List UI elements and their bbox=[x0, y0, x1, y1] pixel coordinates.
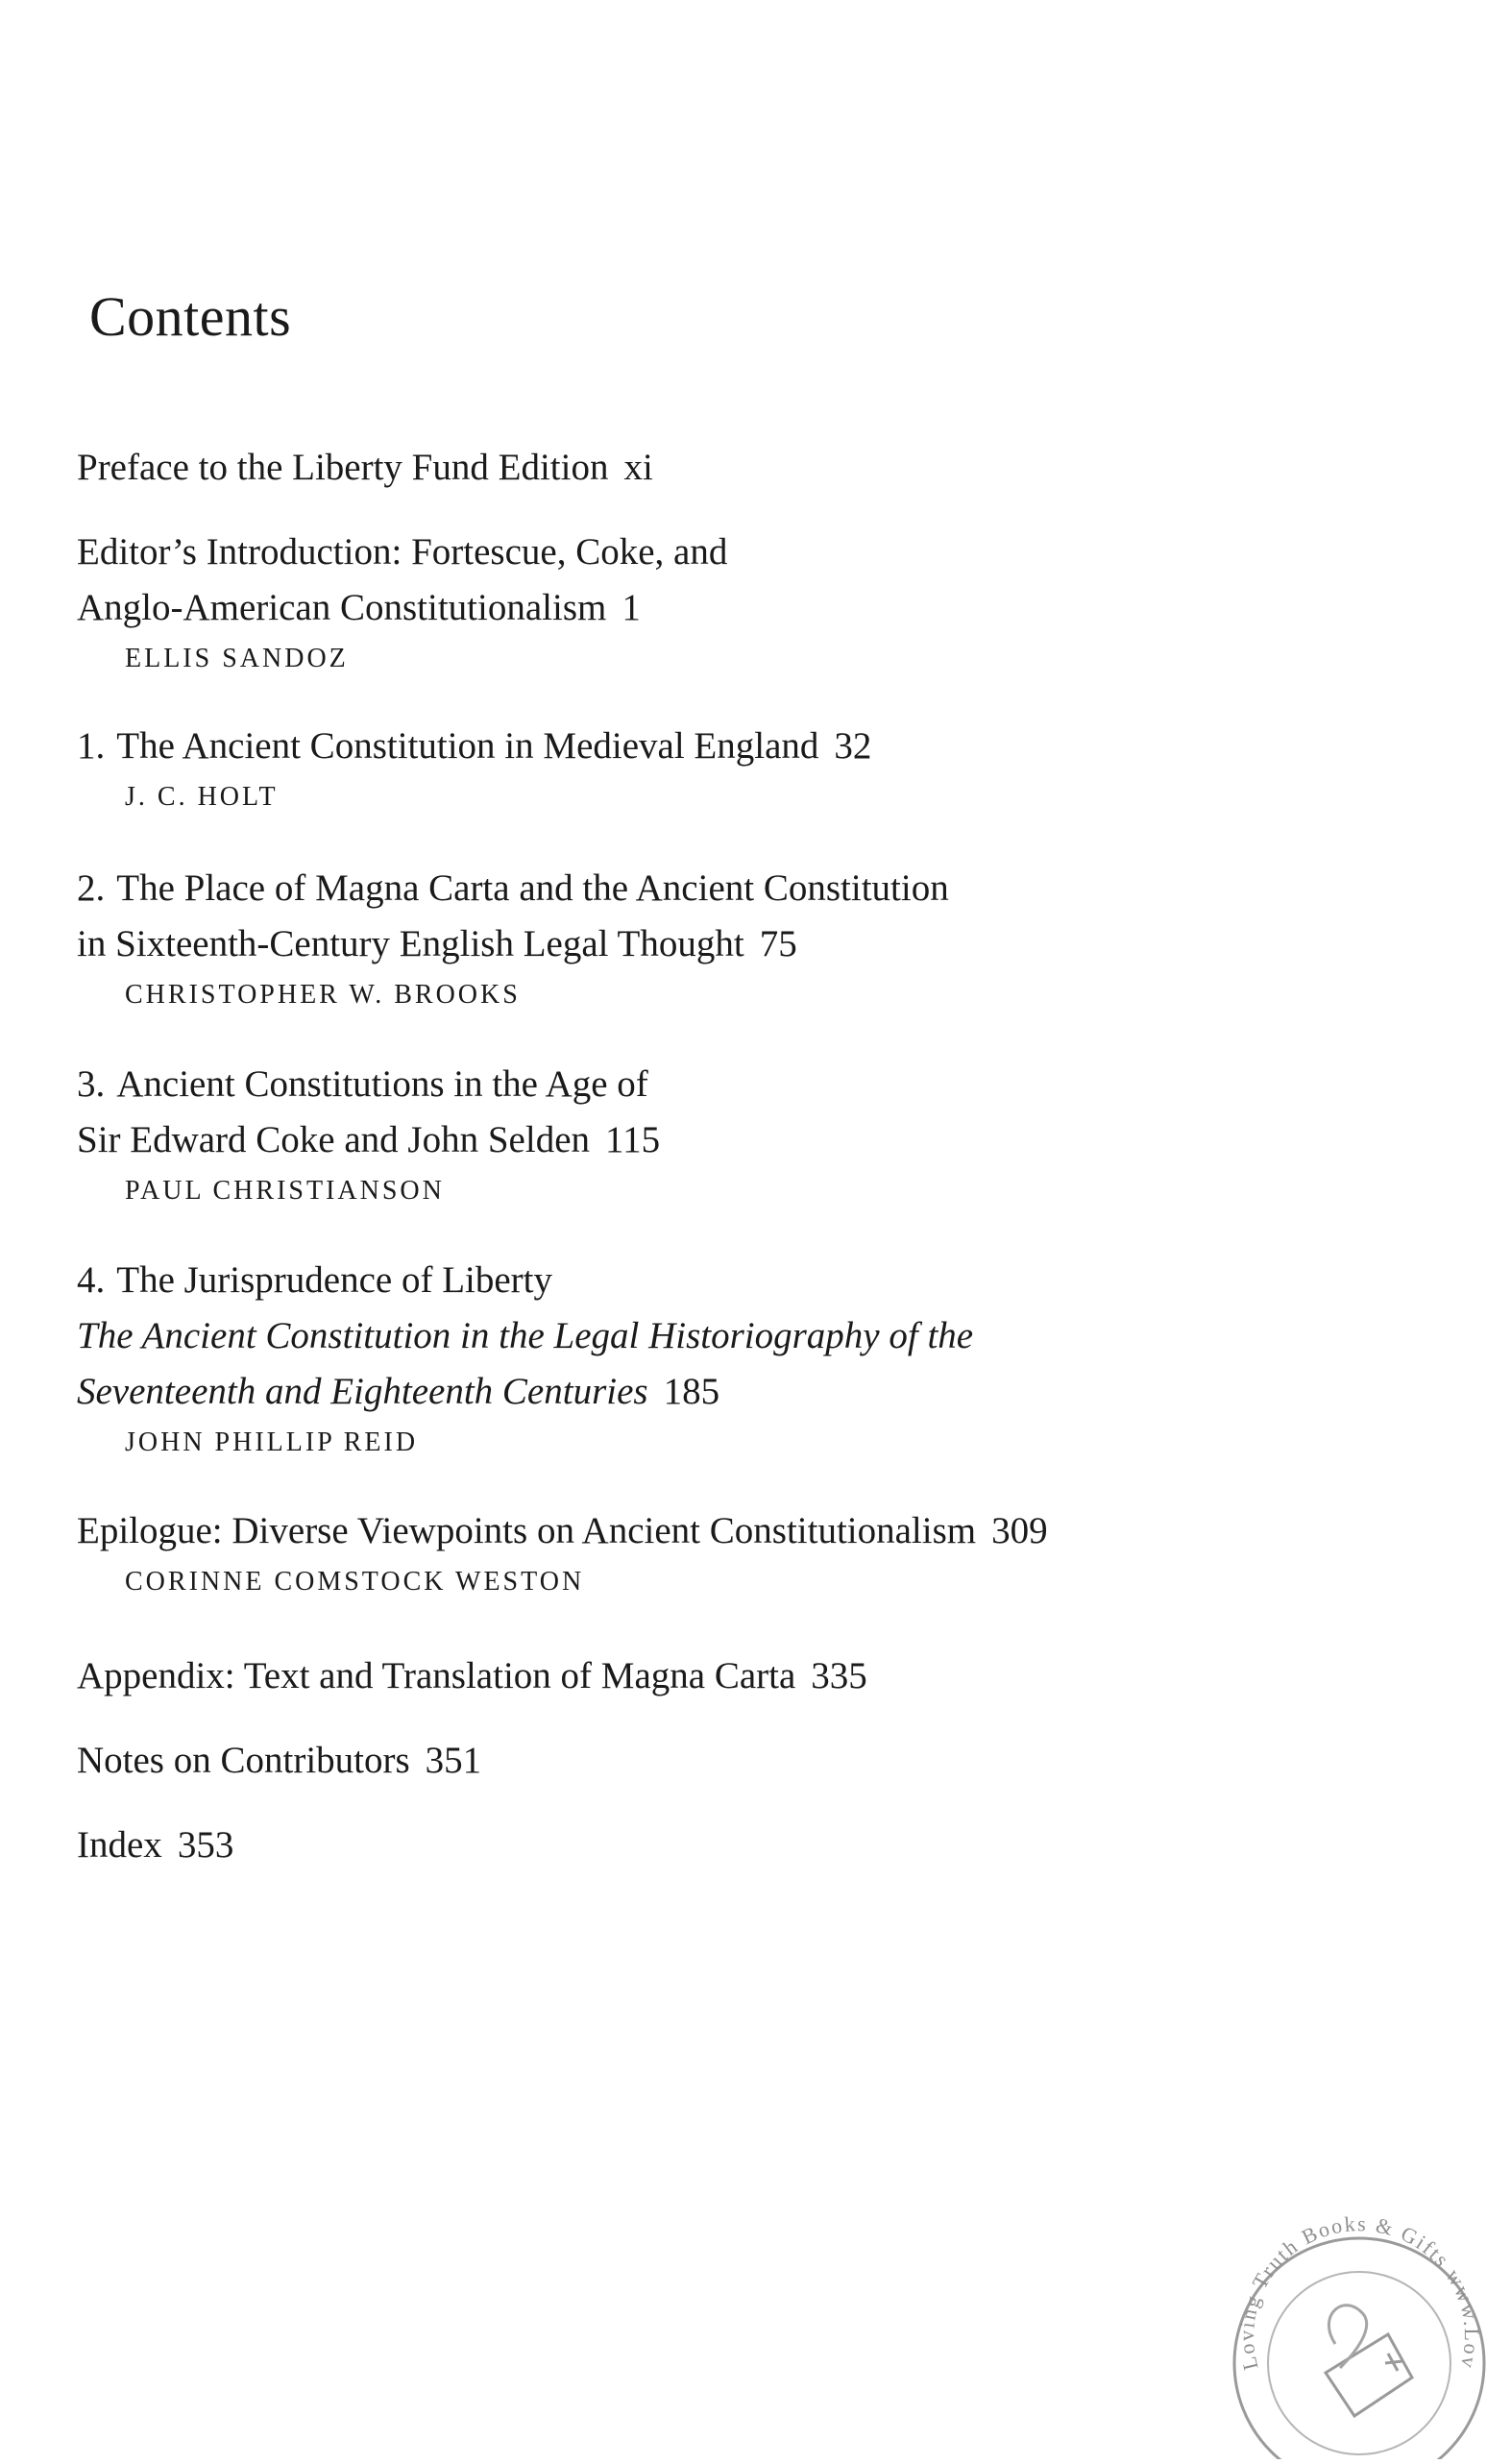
toc-entry-title bbox=[77, 861, 1354, 916]
toc-entry-chapter-1 bbox=[77, 719, 1354, 817]
toc-entry-title bbox=[77, 1112, 1354, 1168]
toc-entry-title bbox=[77, 916, 1354, 972]
page-number: 353 bbox=[177, 1824, 234, 1866]
svg-text:Loving Truth Books & Gifts www: Loving Truth Books & Gifts www.Lov bbox=[1233, 2211, 1485, 2373]
toc-entry-title bbox=[77, 1818, 1354, 1873]
page-number: 32 bbox=[834, 725, 872, 767]
entry-title-line: Epilogue: Diverse Viewpoints on Ancient Constitutionalism bbox=[77, 1510, 977, 1551]
entry-title-line: Ancient Constitutions in the Age of bbox=[116, 1063, 648, 1105]
toc-entry-appendix bbox=[77, 1648, 1354, 1704]
chapter-number: 4. bbox=[77, 1259, 106, 1301]
page-number: 1 bbox=[621, 587, 641, 628]
toc-entry-title bbox=[77, 1503, 1354, 1559]
toc-entry-title bbox=[77, 1648, 1354, 1704]
entry-subtitle-line: Seventeenth and Eighteenth Centuries bbox=[77, 1371, 648, 1412]
entry-title-line: The Place of Magna Carta and the Ancient Constitution bbox=[116, 867, 949, 909]
entry-title-line: Preface to the Liberty Fund Edition bbox=[77, 447, 609, 488]
entry-title-line: Notes on Contributors bbox=[77, 1740, 410, 1781]
page-title: Contents bbox=[89, 284, 292, 348]
toc-entry-preface bbox=[77, 440, 1354, 496]
author-name: PAUL CHRISTIANSON bbox=[125, 1176, 445, 1206]
chapter-number: 3. bbox=[77, 1063, 106, 1105]
toc-entry-title bbox=[77, 1364, 1354, 1420]
author-name: J. C. HOLT bbox=[125, 782, 279, 812]
page-number: 335 bbox=[811, 1655, 867, 1696]
page-number: 75 bbox=[759, 923, 797, 964]
seal-icon bbox=[1220, 2200, 1499, 2459]
entry-title-line: Index bbox=[77, 1824, 162, 1866]
page-number: 309 bbox=[991, 1510, 1048, 1551]
chapter-number: 2. bbox=[77, 867, 106, 909]
toc-entry-introduction bbox=[77, 525, 1354, 678]
page-number: xi bbox=[623, 447, 653, 488]
toc-entry-index bbox=[77, 1818, 1354, 1873]
entry-subtitle-line: The Ancient Constitution in the Legal Historiography of the bbox=[77, 1315, 974, 1356]
bookseller-seal bbox=[1220, 2200, 1499, 2459]
entry-title-line: The Ancient Constitution in Medieval England bbox=[116, 725, 819, 767]
page-number: 351 bbox=[425, 1740, 482, 1781]
toc-entry-title bbox=[77, 580, 1354, 636]
toc-entry-epilogue bbox=[77, 1503, 1354, 1601]
entry-title-line: in Sixteenth-Century English Legal Thought bbox=[77, 923, 744, 964]
entry-title-line: Sir Edward Coke and John Selden bbox=[77, 1119, 591, 1160]
entry-title-line: The Jurisprudence of Liberty bbox=[116, 1259, 553, 1301]
author-name: CHRISTOPHER W. BROOKS bbox=[125, 980, 521, 1010]
toc-entry-contributors bbox=[77, 1733, 1354, 1789]
page-number: 115 bbox=[605, 1119, 661, 1160]
toc-entry-title bbox=[77, 1057, 1354, 1112]
entry-title-line: Appendix: Text and Translation of Magna Carta bbox=[77, 1655, 796, 1696]
chapter-number: 1. bbox=[77, 725, 106, 767]
page-number: 185 bbox=[663, 1371, 720, 1412]
toc-entry-title bbox=[77, 1253, 1354, 1308]
toc-entry-title bbox=[77, 440, 1354, 496]
toc-entry-chapter-3 bbox=[77, 1057, 1354, 1210]
author-name: ELLIS SANDOZ bbox=[125, 644, 349, 673]
entry-title-line: Editor’s Introduction: Fortescue, Coke, and bbox=[77, 531, 728, 573]
toc-entry-title bbox=[77, 1733, 1354, 1789]
author-name: JOHN PHILLIP REID bbox=[125, 1427, 419, 1457]
entry-title-line: Anglo-American Constitutionalism bbox=[77, 587, 607, 628]
toc-entry-chapter-2 bbox=[77, 861, 1354, 1014]
author-name: CORINNE COMSTOCK WESTON bbox=[125, 1567, 585, 1597]
toc-entry-title bbox=[77, 719, 1354, 774]
toc-entry-chapter-4 bbox=[77, 1253, 1354, 1462]
